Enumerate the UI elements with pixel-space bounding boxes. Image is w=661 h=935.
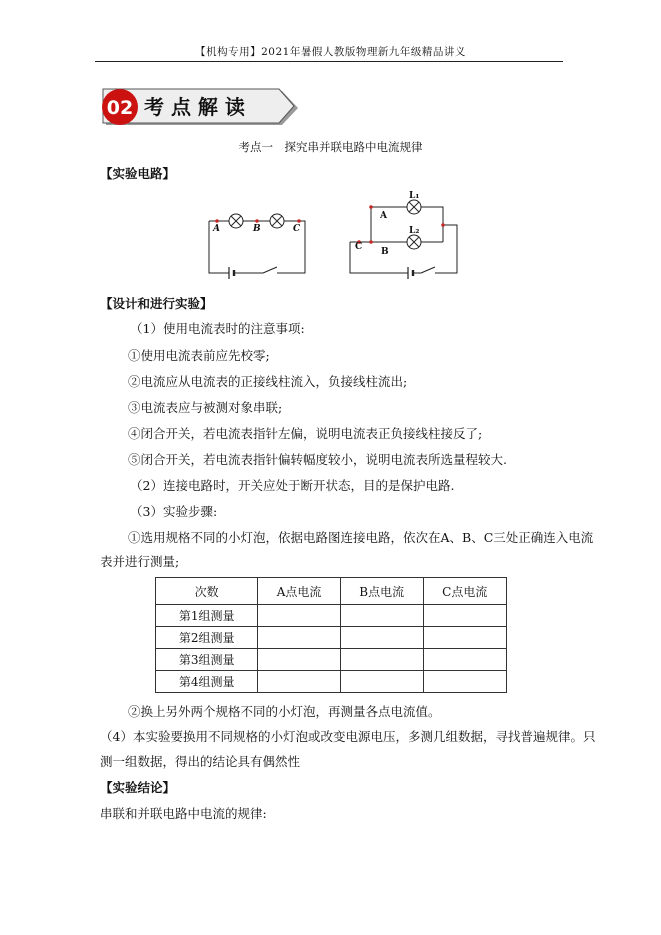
row-label: 第4组测量: [156, 671, 258, 693]
table-cell: [340, 649, 423, 671]
paragraph-6: ⑤闭合开关，若电流表指针偏转幅度较小，说明电流表所选量程较大.: [128, 452, 507, 467]
table-cell: [258, 649, 340, 671]
section-circuit: 【实验电路】: [100, 166, 176, 181]
table-cell: [340, 605, 423, 627]
table-cell: [423, 627, 506, 649]
label-parallel-b: B: [381, 247, 389, 257]
table-header: A点电流: [258, 578, 340, 605]
table-cell: [423, 649, 506, 671]
paragraph-9: ①选用规格不同的小灯泡，依据电路图连接电路，依次在A、B、C三处正确连入电流: [128, 530, 594, 545]
label-lamp-1: L₁: [409, 191, 420, 201]
row-label: 第1组测量: [156, 605, 258, 627]
circuit-diagram: [195, 187, 475, 287]
table-cell: [423, 671, 506, 693]
paragraph-5: ④闭合开关，若电流表指针左偏，说明电流表正负接线柱接反了;: [128, 426, 483, 441]
paragraph-1: （1）使用电流表时的注意事项:: [130, 321, 305, 336]
paragraph-3: ②电流应从电流表的正接线柱流入，负接线柱流出;: [128, 374, 408, 389]
label-parallel-c: C: [355, 242, 363, 252]
paragraph-after-1: ②换上另外两个规格不同的小灯泡，再测量各点电流值。: [128, 704, 441, 719]
table-cell: [258, 605, 340, 627]
table-header-row: [156, 578, 507, 605]
conclusion-text: 串联和并联电路中电流的规律:: [100, 806, 267, 821]
page-header: 【机构专用】2021年暑假人教版物理新九年级精品讲义: [195, 46, 466, 58]
section-conclusion: 【实验结论】: [100, 780, 176, 795]
table-header: 次数: [156, 578, 258, 605]
label-parallel-a: A: [380, 211, 387, 221]
section-design: 【设计和进行实验】: [100, 296, 213, 311]
paragraph-10: 表并进行测量;: [100, 554, 180, 569]
section-badge: [100, 86, 300, 130]
measurement-table: [155, 577, 507, 693]
paragraph-8: （3）实验步骤:: [130, 504, 218, 519]
label-series-b: B: [253, 224, 261, 234]
label-series-c: C: [293, 224, 301, 234]
paragraph-4: ③电流表应与被测对象串联;: [128, 400, 283, 415]
table-row: [156, 627, 507, 649]
paragraph-after-2: （4）本实验要换用不同规格的小灯泡或改变电源电压，多测几组数据，寻找普遍规律。只: [100, 729, 596, 744]
table-header: C点电流: [423, 578, 506, 605]
header-rule: [95, 61, 563, 62]
table-cell: [340, 671, 423, 693]
topic-title: 考点一 探究串并联电路中电流规律: [238, 140, 423, 154]
label-series-a: A: [213, 224, 220, 234]
table-cell: [258, 671, 340, 693]
table-cell: [340, 627, 423, 649]
label-lamp-2: L₂: [409, 226, 420, 236]
badge-title: 考 点 解 读: [144, 95, 245, 119]
row-label: 第3组测量: [156, 649, 258, 671]
table-header: B点电流: [340, 578, 423, 605]
table-row: [156, 605, 507, 627]
badge-number: 02: [106, 97, 134, 119]
table-row: [156, 649, 507, 671]
table-cell: [423, 605, 506, 627]
table-row: [156, 671, 507, 693]
paragraph-7: （2）连接电路时，开关应处于断开状态，目的是保护电路.: [130, 478, 455, 493]
row-label: 第2组测量: [156, 627, 258, 649]
paragraph-after-3: 测一组数据，得出的结论具有偶然性: [100, 754, 301, 769]
paragraph-2: ①使用电流表前应先校零;: [128, 348, 270, 363]
table-cell: [258, 627, 340, 649]
